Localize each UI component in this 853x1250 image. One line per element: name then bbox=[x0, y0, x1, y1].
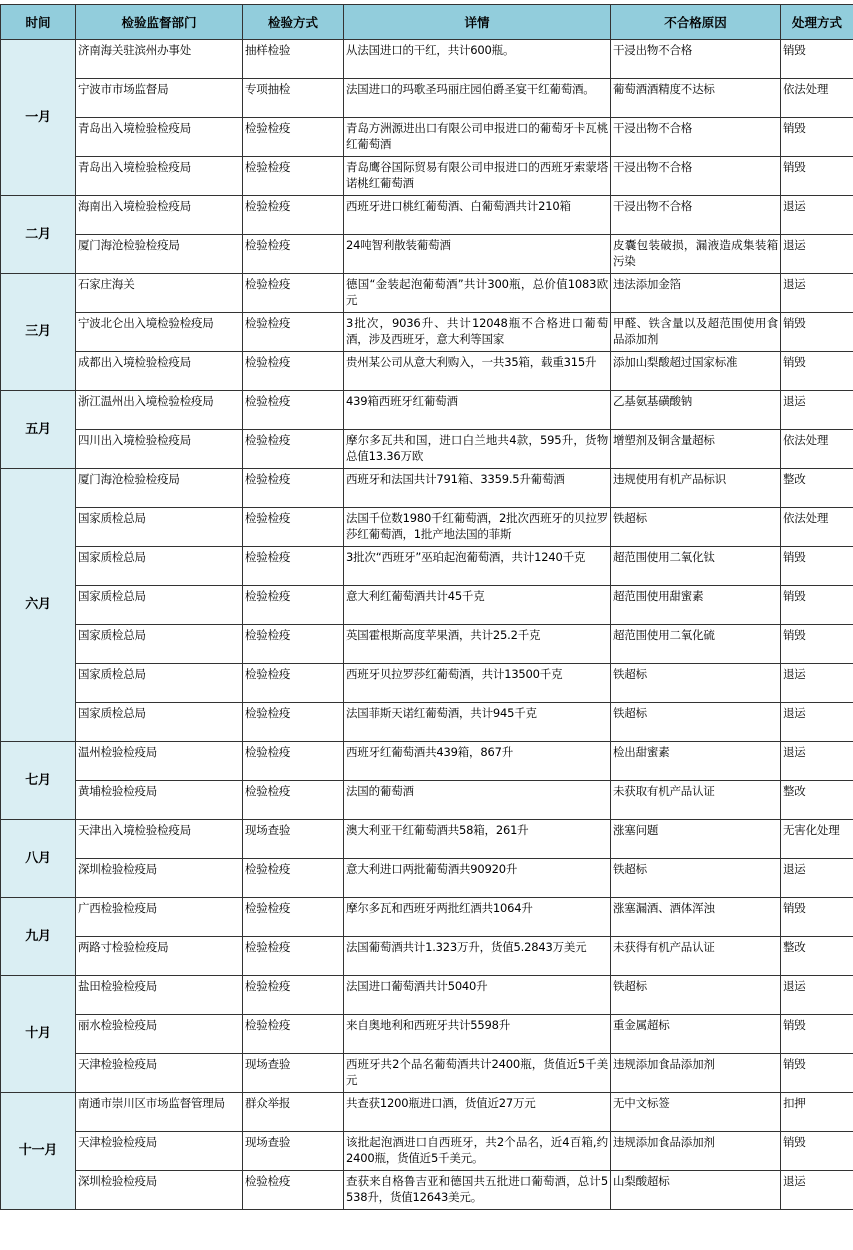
handle-cell: 退运 bbox=[781, 274, 853, 313]
detail-cell: 西班牙红葡萄酒共439箱，867升 bbox=[344, 742, 611, 781]
handle-cell: 销毁 bbox=[781, 313, 853, 352]
dept-cell: 石家庄海关 bbox=[76, 274, 243, 313]
detail-cell: 青岛鹰谷国际贸易有限公司申报进口的西班牙索蒙塔诺桃红葡萄酒 bbox=[344, 157, 611, 196]
reason-cell: 涨塞问题 bbox=[611, 820, 781, 859]
method-cell: 检验检疫 bbox=[243, 430, 344, 469]
detail-cell: 法国千位数1980千红葡萄酒，2批次西班牙的贝拉罗莎红葡萄酒，1批产地法国的菲斯 bbox=[344, 508, 611, 547]
method-cell: 检验检疫 bbox=[243, 469, 344, 508]
dept-cell: 国家质检总局 bbox=[76, 664, 243, 703]
handle-cell: 整改 bbox=[781, 469, 853, 508]
method-cell: 抽样检验 bbox=[243, 40, 344, 79]
handle-cell: 销毁 bbox=[781, 352, 853, 391]
reason-cell: 铁超标 bbox=[611, 703, 781, 742]
dept-cell: 济南海关驻滨州办事处 bbox=[76, 40, 243, 79]
detail-cell: 西班牙贝拉罗莎红葡萄酒，共计13500千克 bbox=[344, 664, 611, 703]
dept-cell: 深圳检验检疫局 bbox=[76, 859, 243, 898]
handle-cell: 销毁 bbox=[781, 625, 853, 664]
reason-cell: 未获得有机产品认证 bbox=[611, 937, 781, 976]
dept-cell: 厦门海沧检验检疫局 bbox=[76, 235, 243, 274]
detail-cell: 西班牙进口桃红葡萄酒、白葡萄酒共计210箱 bbox=[344, 196, 611, 235]
reason-cell: 干浸出物不合格 bbox=[611, 40, 781, 79]
dept-cell: 盐田检验检疫局 bbox=[76, 976, 243, 1015]
reason-cell: 铁超标 bbox=[611, 508, 781, 547]
dept-cell: 成都出入境检验检疫局 bbox=[76, 352, 243, 391]
method-cell: 现场查验 bbox=[243, 1132, 344, 1171]
table-row bbox=[1, 742, 853, 781]
dept-cell: 国家质检总局 bbox=[76, 586, 243, 625]
table-row bbox=[1, 118, 853, 157]
reason-cell: 未获取有机产品认证 bbox=[611, 781, 781, 820]
table-row bbox=[1, 469, 853, 508]
method-cell: 检验检疫 bbox=[243, 976, 344, 1015]
handle-cell: 退运 bbox=[781, 196, 853, 235]
handle-cell: 扣押 bbox=[781, 1093, 853, 1132]
dept-cell: 温州检验检疫局 bbox=[76, 742, 243, 781]
dept-cell: 四川出入境检验检疫局 bbox=[76, 430, 243, 469]
header-dept: 检验监督部门 bbox=[76, 5, 243, 40]
handle-cell: 销毁 bbox=[781, 1054, 853, 1093]
reason-cell: 超范围使用二氧化钛 bbox=[611, 547, 781, 586]
detail-cell: 法国菲斯天诺红葡萄酒，共计945千克 bbox=[344, 703, 611, 742]
dept-cell: 南通市崇川区市场监督管理局 bbox=[76, 1093, 243, 1132]
method-cell: 检验检疫 bbox=[243, 937, 344, 976]
method-cell: 检验检疫 bbox=[243, 859, 344, 898]
handle-cell: 销毁 bbox=[781, 1132, 853, 1171]
handle-cell: 销毁 bbox=[781, 586, 853, 625]
method-cell: 检验检疫 bbox=[243, 1171, 344, 1210]
reason-cell: 干浸出物不合格 bbox=[611, 118, 781, 157]
method-cell: 检验检疫 bbox=[243, 118, 344, 157]
handle-cell: 销毁 bbox=[781, 898, 853, 937]
month-cell: 七月 bbox=[1, 742, 76, 820]
header-handle: 处理方式 bbox=[781, 5, 853, 40]
header-reason: 不合格原因 bbox=[611, 5, 781, 40]
handle-cell: 退运 bbox=[781, 664, 853, 703]
reason-cell: 葡萄酒酒精度不达标 bbox=[611, 79, 781, 118]
table-row bbox=[1, 391, 853, 430]
dept-cell: 青岛出入境检验检疫局 bbox=[76, 118, 243, 157]
reason-cell: 铁超标 bbox=[611, 976, 781, 1015]
dept-cell: 厦门海沧检验检疫局 bbox=[76, 469, 243, 508]
table-row bbox=[1, 1054, 853, 1093]
table-row bbox=[1, 898, 853, 937]
dept-cell: 天津出入境检验检疫局 bbox=[76, 820, 243, 859]
method-cell: 检验检疫 bbox=[243, 508, 344, 547]
handle-cell: 销毁 bbox=[781, 118, 853, 157]
detail-cell: 西班牙共2个品名葡萄酒共计2400瓶，货值近5千美元 bbox=[344, 1054, 611, 1093]
reason-cell: 违法添加金箔 bbox=[611, 274, 781, 313]
month-cell: 三月 bbox=[1, 274, 76, 391]
month-cell: 六月 bbox=[1, 469, 76, 742]
handle-cell: 整改 bbox=[781, 781, 853, 820]
detail-cell: 贵州某公司从意大利购入，一共35箱，载重315升 bbox=[344, 352, 611, 391]
dept-cell: 浙江温州出入境检验检疫局 bbox=[76, 391, 243, 430]
reason-cell: 铁超标 bbox=[611, 664, 781, 703]
table-row bbox=[1, 235, 853, 274]
method-cell: 检验检疫 bbox=[243, 742, 344, 781]
method-cell: 检验检疫 bbox=[243, 547, 344, 586]
table-row bbox=[1, 508, 853, 547]
handle-cell: 依法处理 bbox=[781, 508, 853, 547]
reason-cell: 重金属超标 bbox=[611, 1015, 781, 1054]
handle-cell: 退运 bbox=[781, 703, 853, 742]
handle-cell: 退运 bbox=[781, 742, 853, 781]
table-row bbox=[1, 1132, 853, 1171]
dept-cell: 黄埔检验检疫局 bbox=[76, 781, 243, 820]
dept-cell: 国家质检总局 bbox=[76, 703, 243, 742]
handle-cell: 退运 bbox=[781, 1171, 853, 1210]
method-cell: 检验检疫 bbox=[243, 586, 344, 625]
dept-cell: 海南出入境检验检疫局 bbox=[76, 196, 243, 235]
month-cell: 十月 bbox=[1, 976, 76, 1093]
detail-cell: 澳大利亚干红葡萄酒共58箱，261升 bbox=[344, 820, 611, 859]
detail-cell: 意大利红葡萄酒共计45千克 bbox=[344, 586, 611, 625]
method-cell: 现场查验 bbox=[243, 820, 344, 859]
detail-cell: 英国霍根斯高度苹果酒，共计25.2千克 bbox=[344, 625, 611, 664]
reason-cell: 超范围使用甜蜜素 bbox=[611, 586, 781, 625]
method-cell: 现场查验 bbox=[243, 1054, 344, 1093]
handle-cell: 退运 bbox=[781, 976, 853, 1015]
reason-cell: 无中文标签 bbox=[611, 1093, 781, 1132]
method-cell: 检验检疫 bbox=[243, 703, 344, 742]
table-row bbox=[1, 1015, 853, 1054]
dept-cell: 天津检验检疫局 bbox=[76, 1054, 243, 1093]
reason-cell: 超范围使用二氧化硫 bbox=[611, 625, 781, 664]
reason-cell: 违规添加食品添加剂 bbox=[611, 1054, 781, 1093]
method-cell: 检验检疫 bbox=[243, 352, 344, 391]
detail-cell: 法国的葡萄酒 bbox=[344, 781, 611, 820]
table-row bbox=[1, 586, 853, 625]
table-row bbox=[1, 625, 853, 664]
dept-cell: 丽水检验检疫局 bbox=[76, 1015, 243, 1054]
month-cell: 九月 bbox=[1, 898, 76, 976]
method-cell: 检验检疫 bbox=[243, 1015, 344, 1054]
reason-cell: 甲醛、铁含量以及超范围使用食品添加剂 bbox=[611, 313, 781, 352]
table-row bbox=[1, 79, 853, 118]
handle-cell: 销毁 bbox=[781, 40, 853, 79]
handle-cell: 无害化处理 bbox=[781, 820, 853, 859]
detail-cell: 3批次，9036升、共计12048瓶不合格进口葡萄酒，涉及西班牙，意大利等国家 bbox=[344, 313, 611, 352]
method-cell: 检验检疫 bbox=[243, 157, 344, 196]
handle-cell: 依法处理 bbox=[781, 430, 853, 469]
reason-cell: 涨塞漏酒、酒体浑浊 bbox=[611, 898, 781, 937]
handle-cell: 退运 bbox=[781, 859, 853, 898]
table-row bbox=[1, 859, 853, 898]
header-method: 检验方式 bbox=[243, 5, 344, 40]
dept-cell: 国家质检总局 bbox=[76, 508, 243, 547]
table-row bbox=[1, 976, 853, 1015]
header-row bbox=[1, 5, 853, 40]
reason-cell: 干浸出物不合格 bbox=[611, 196, 781, 235]
reason-cell: 皮囊包装破损，漏液造成集装箱污染 bbox=[611, 235, 781, 274]
detail-cell: 西班牙和法国共计791箱、3359.5升葡萄酒 bbox=[344, 469, 611, 508]
month-cell: 八月 bbox=[1, 820, 76, 898]
dept-cell: 宁波北仑出入境检验检疫局 bbox=[76, 313, 243, 352]
table-row bbox=[1, 274, 853, 313]
dept-cell: 宁波市市场监督局 bbox=[76, 79, 243, 118]
detail-cell: 共查获1200瓶进口酒，货值近27万元 bbox=[344, 1093, 611, 1132]
handle-cell: 退运 bbox=[781, 391, 853, 430]
table-row bbox=[1, 937, 853, 976]
dept-cell: 青岛出入境检验检疫局 bbox=[76, 157, 243, 196]
reason-cell: 添加山梨酸超过国家标准 bbox=[611, 352, 781, 391]
dept-cell: 两路寸检验检疫局 bbox=[76, 937, 243, 976]
table-row bbox=[1, 40, 853, 79]
detail-cell: 24吨智利散装葡萄酒 bbox=[344, 235, 611, 274]
table-row bbox=[1, 664, 853, 703]
detail-cell: 3批次“西班牙”巫珀起泡葡萄酒，共计1240千克 bbox=[344, 547, 611, 586]
detail-cell: 法国葡萄酒共计1.323万升，货值5.2843万美元 bbox=[344, 937, 611, 976]
detail-cell: 德国“金装起泡葡萄酒”共计300瓶，总价值1083欧元 bbox=[344, 274, 611, 313]
month-cell: 十一月 bbox=[1, 1093, 76, 1210]
method-cell: 检验检疫 bbox=[243, 196, 344, 235]
reason-cell: 违规添加食品添加剂 bbox=[611, 1132, 781, 1171]
table-row bbox=[1, 196, 853, 235]
handle-cell: 销毁 bbox=[781, 547, 853, 586]
table-row bbox=[1, 703, 853, 742]
detail-cell: 来自奥地利和西班牙共计5598升 bbox=[344, 1015, 611, 1054]
method-cell: 检验检疫 bbox=[243, 313, 344, 352]
method-cell: 检验检疫 bbox=[243, 664, 344, 703]
dept-cell: 国家质检总局 bbox=[76, 547, 243, 586]
table-body bbox=[1, 40, 853, 1210]
handle-cell: 依法处理 bbox=[781, 79, 853, 118]
dept-cell: 天津检验检疫局 bbox=[76, 1132, 243, 1171]
dept-cell: 广西检验检疫局 bbox=[76, 898, 243, 937]
reason-cell: 违规使用有机产品标识 bbox=[611, 469, 781, 508]
table-row bbox=[1, 1093, 853, 1132]
handle-cell: 退运 bbox=[781, 235, 853, 274]
reason-cell: 乙基氨基磺酸钠 bbox=[611, 391, 781, 430]
detail-cell: 法国进口葡萄酒共计5040升 bbox=[344, 976, 611, 1015]
table-row bbox=[1, 820, 853, 859]
detail-cell: 439箱西班牙红葡萄酒 bbox=[344, 391, 611, 430]
reason-cell: 增塑剂及铜含量超标 bbox=[611, 430, 781, 469]
table-row bbox=[1, 781, 853, 820]
detail-cell: 摩尔多瓦共和国，进口白兰地共4款，595升，货物总值13.36万欧 bbox=[344, 430, 611, 469]
detail-cell: 意大利进口两批葡萄酒共90920升 bbox=[344, 859, 611, 898]
detail-cell: 青岛方洲源进出口有限公司申报进口的葡萄牙卡瓦桃红葡萄酒 bbox=[344, 118, 611, 157]
header-time: 时间 bbox=[1, 5, 76, 40]
reason-cell: 检出甜蜜素 bbox=[611, 742, 781, 781]
table-row bbox=[1, 1171, 853, 1210]
table-row bbox=[1, 352, 853, 391]
table-row bbox=[1, 547, 853, 586]
reason-cell: 山梨酸超标 bbox=[611, 1171, 781, 1210]
detail-cell: 法国进口的玛歌圣玛丽庄园伯爵圣宴干红葡萄酒。 bbox=[344, 79, 611, 118]
dept-cell: 国家质检总局 bbox=[76, 625, 243, 664]
method-cell: 检验检疫 bbox=[243, 781, 344, 820]
table-row bbox=[1, 157, 853, 196]
inspection-table bbox=[0, 4, 853, 1210]
table-row bbox=[1, 313, 853, 352]
method-cell: 专项抽检 bbox=[243, 79, 344, 118]
table-row bbox=[1, 430, 853, 469]
month-cell: 五月 bbox=[1, 391, 76, 469]
reason-cell: 铁超标 bbox=[611, 859, 781, 898]
method-cell: 群众举报 bbox=[243, 1093, 344, 1132]
month-cell: 二月 bbox=[1, 196, 76, 274]
detail-cell: 查获来自格鲁吉亚和德国共五批进口葡萄酒，总计5538升，货值12643美元。 bbox=[344, 1171, 611, 1210]
handle-cell: 销毁 bbox=[781, 1015, 853, 1054]
detail-cell: 从法国进口的干红，共计600瓶。 bbox=[344, 40, 611, 79]
header-detail: 详情 bbox=[344, 5, 611, 40]
detail-cell: 摩尔多瓦和西班牙两批红酒共1064升 bbox=[344, 898, 611, 937]
method-cell: 检验检疫 bbox=[243, 235, 344, 274]
reason-cell: 干浸出物不合格 bbox=[611, 157, 781, 196]
method-cell: 检验检疫 bbox=[243, 274, 344, 313]
detail-cell: 该批起泡酒进口自西班牙，共2个品名，近4百箱,约2400瓶，货值近5千美元。 bbox=[344, 1132, 611, 1171]
method-cell: 检验检疫 bbox=[243, 625, 344, 664]
dept-cell: 深圳检验检疫局 bbox=[76, 1171, 243, 1210]
handle-cell: 销毁 bbox=[781, 157, 853, 196]
method-cell: 检验检疫 bbox=[243, 898, 344, 937]
method-cell: 检验检疫 bbox=[243, 391, 344, 430]
handle-cell: 整改 bbox=[781, 937, 853, 976]
month-cell: 一月 bbox=[1, 40, 76, 196]
